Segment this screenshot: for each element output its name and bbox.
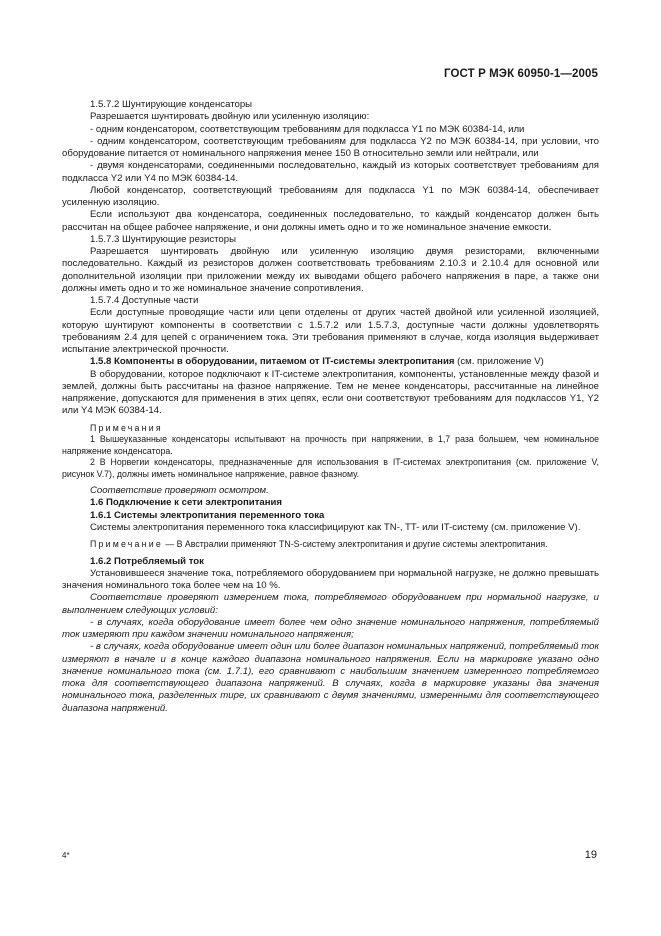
list-item: - одним конденсатором, соответствующим требованиям для подкласса Y1 по МЭК 60384-14, или — [90, 123, 525, 135]
note-text: — В Австралии применяют TN-S-систему электропитания и другие системы электропитания. — [162, 539, 548, 549]
list-item: - одним конденсатором, соответствующим требованиям для подкласса Y2 по МЭК 60384-14, при условии, что оборудование питается от номинального напряжения менее 150 В относительно земли или нейтрали, или — [62, 135, 599, 159]
section-heading-158 — [62, 356, 599, 368]
paragraph: Если доступные проводящие части или цепи отделены от других частей двойной или усиленной изоляцией, которую шунтируют компоненты в соответствии с 1.5.7.2 или 1.5.7.3, доступные части должны удовлетворять требованиям 2.4 для цепей с ограничением тока. Эти требования применяют в случае, когда изоляция выдерживает испытание электрической прочности. — [62, 307, 599, 355]
paragraph-italic: Соответствие проверяют измерением тока, потребляемого оборудованием при нормальной нагрузке, и выполнением следующих условий: — [62, 592, 599, 616]
paragraph: Любой конденсатор, соответствующий требованиям для подкласса Y1 по МЭК 60384-14, обеспечивает усиленную изоляцию. — [62, 184, 599, 208]
page-content — [62, 99, 599, 715]
compliance-check: Соответствие проверяют осмотром. — [90, 485, 269, 496]
paragraph: Разрешается шунтировать двойную или усиленную изоляцию: — [90, 111, 370, 123]
list-item: - двумя конденсаторами, соединенными последовательно, каждый из которых соответствует требованиям для подкласса Y2 или Y4 по МЭК 60384-14. — [62, 160, 599, 184]
note-label: Примечание — [90, 539, 163, 549]
note-1: 1 Вышеуказанные конденсаторы испытывают на прочность при напряжении, в 1,7 раза большем, чем номинальное напряжение конденсатора. — [62, 434, 599, 456]
notes-label — [62, 423, 599, 435]
section-heading-1572: 1.5.7.2 Шунтирующие конденсаторы — [90, 99, 253, 110]
section-heading-1573: 1.5.7.3 Шунтирующие резисторы — [90, 233, 236, 245]
notes-label-text: Примечания — [90, 422, 163, 433]
section-heading-16: 1.6 Подключение к сети электропитания — [90, 497, 283, 509]
document-header: ГОСТ Р МЭК 60950-1—2005 — [444, 68, 598, 80]
section-heading-162: 1.6.2 Потребляемый ток — [90, 555, 204, 567]
paragraph: Разрешается шунтировать двойную или усиленную изоляцию двумя резисторами, включенными последовательно. Каждый из резисторов должен соответствовать требованиям 2.10.3 и 2.10.4 для основной или дополнительной изоляции при приложении между их выводами общего рабочего напряжения в паре, а также они должны иметь одно и то же номинальное значение сопротивления. — [62, 246, 599, 294]
page-number: 19 — [584, 849, 597, 861]
note-2: 2 В Норвегии конденсаторы, предназначенные для использования в IT-системах электропитания (см. приложение V, рисунок V.7), должны иметь номинальное напряжение, равное фазному. — [62, 457, 599, 479]
footer-mark: 4* — [62, 851, 70, 860]
list-item-italic: - в случаях, когда оборудование имеет более чем одно значение номинального напряжения, потребляемый ток измеряют при каждом значении номинального напряжения; — [62, 616, 599, 640]
paragraph: Системы электропитания переменного тока классифицируют как TN-, TT- или IT-систему (см. приложение V). — [90, 521, 581, 533]
heading-tail: (см. приложение V) — [454, 356, 544, 368]
paragraph: Установившееся значение тока, потребляемого оборудованием при нормальной нагрузке, не должно превышать значения номинального тока более чем на 10 %. — [62, 567, 599, 591]
paragraph: В оборудовании, которое подключают к IT-системе электропитания, компоненты, установленные между фазой и землей, должны быть рассчитаны на фазное напряжение. Тем не менее конденсаторы, рассчитанные на линейное напряжение, допускаются для применения в этих цепях, если они соответствуют требованиям для подклассов Y1, Y2 или Y4 МЭК 60384-14. — [62, 368, 599, 417]
section-heading-161: 1.6.1 Системы электропитания переменного тока — [90, 509, 325, 521]
heading-bold: 1.5.8 Компоненты в оборудовании, питаемом от IT-системы электропитания — [90, 356, 455, 368]
paragraph: Если используют два конденсатора, соединенных последовательно, то каждый конденсатор должен быть рассчитан на общее рабочее напряжение, и они должны иметь одно и то же номинальное значение емкости. — [62, 209, 599, 233]
list-item-italic: - в случаях, когда оборудование имеет один или более диапазон номинальных напряжений, потребляемый ток измеряют в начале и в конце каждого диапазона номинального напряжения. Если на маркировке указано одно значение номинального тока (см. 1.7.1), его сравнивают с наибольшим значением измеренного потребляемого тока для соответствующего диапазона напряжений. В случаях, когда в маркировке указаны два значения номинального тока, разделенных тире, их сравнивают с двумя значениями, измеренными для соответствующего диапазона напряжений. — [62, 641, 599, 714]
section-heading-1574: 1.5.7.4 Доступные части — [90, 295, 199, 306]
note — [62, 539, 599, 551]
